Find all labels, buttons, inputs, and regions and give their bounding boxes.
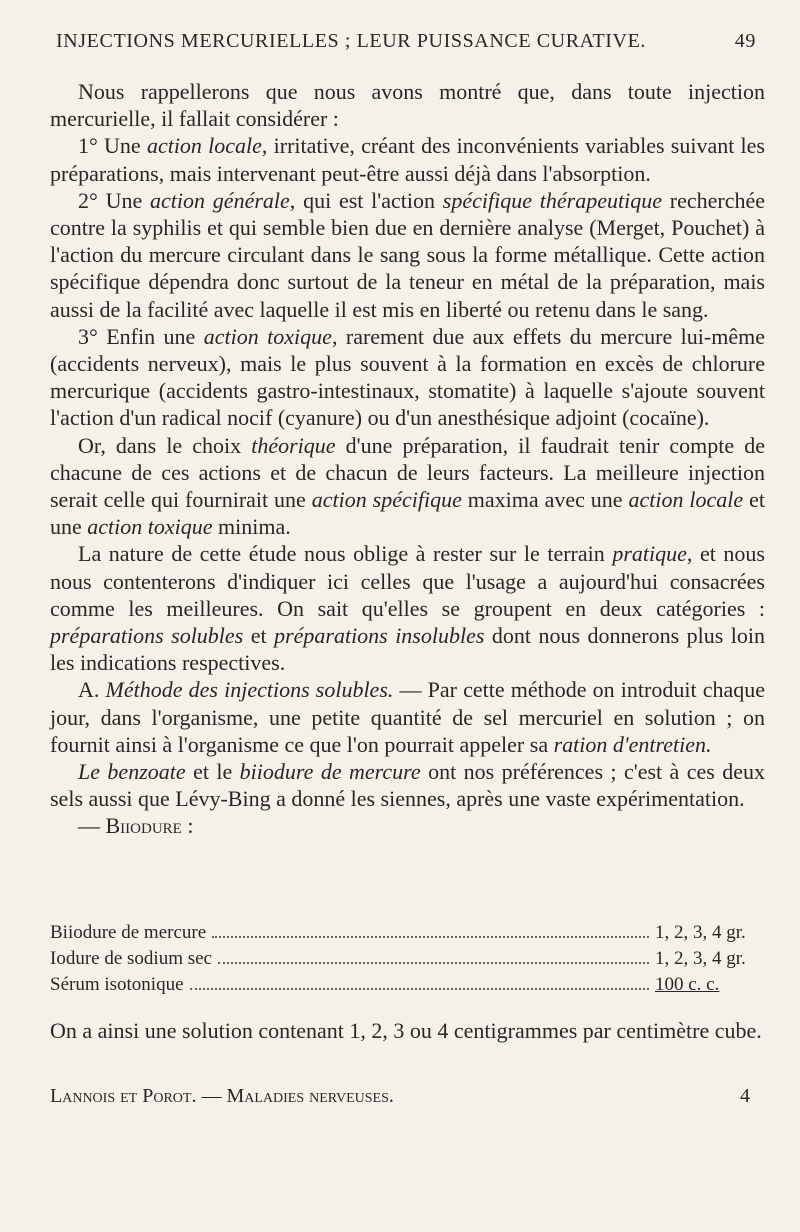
prescription-table — [50, 920, 765, 998]
ingredient-quantity: 1, 2, 3, 4 gr. — [655, 948, 746, 969]
prescription-row — [50, 972, 765, 998]
leader-dots — [190, 988, 649, 990]
ingredient-name: Biiodure de mercure — [50, 922, 207, 943]
paragraph: 3° Enfin une action toxique, rarement due aux effets du mercure lui-même (accidents nerveux), mais le plus souvent à la formation en excès de chlorure mercurique (accidents gastro-intestinaux, stomatite) à laquelle s'ajoute souvent l'action d'un radical nocif (cyanure) ou d'un anesthésique adjoint (cocaïne). — [50, 323, 765, 431]
formula-heading: — Biiodure : — [78, 813, 194, 839]
footer-authors: Lannois et Porot. — Maladies nerveuses. — [50, 1085, 394, 1107]
paragraph: 1° Une action locale, irritative, créant des inconvénients variables suivant les préparations, mais intervenant peut-être aussi déjà dans l'absorption. — [50, 133, 765, 186]
paragraph: La nature de cette étude nous oblige à rester sur le terrain pratique, et nous nous contenterons d'indiquer ici celles que l'usage a aujourd'hui consacrées comme les meilleures. On sait qu'elles se groupent en deux catégories : préparations solubles et préparations insolubles dont nous donnerons plus loin les indications respectives. — [50, 541, 765, 676]
body-text — [50, 78, 765, 840]
leader-dots — [212, 936, 649, 938]
ingredient-quantity: 100 c. c. — [655, 974, 720, 995]
prescription-row — [50, 946, 765, 972]
ingredient-name: Iodure de sodium sec — [50, 948, 212, 969]
running-header — [56, 30, 756, 53]
paragraph: Le benzoate et le biiodure de mercure ont nos préférences ; c'est à ces deux sels aussi que Lévy-Bing a donné les siennes, après une vaste expérimentation. — [50, 759, 766, 812]
page-number: 49 — [734, 30, 756, 52]
ingredient-quantity: 1, 2, 3, 4 gr. — [655, 922, 746, 943]
signature-mark: 4 — [740, 1085, 750, 1107]
paragraph: Nous rappellerons que nous avons montré que, dans toute injection mercurielle, il fallait considérer : — [50, 79, 765, 132]
paragraph: A. Méthode des injections solubles. — Par cette méthode on introduit chaque jour, dans l'organisme, une petite quantité de sel mercuriel en solution ; on fournit ainsi à l'organisme ce que l'on pourrait appeler sa ration d'entretien. — [50, 677, 766, 757]
closing-sentence: On a ainsi une solution contenant 1, 2, 3 ou 4 centigrammes par centimètre cube. — [50, 1018, 762, 1043]
paragraph: 2° Une action générale, qui est l'action spécifique thérapeutique recherchée contre la syphilis et qui semble bien due en dernière analyse (Merget, Pouchet) à l'action du mercure circulant dans le sang sous la forme métallique. Cette action spécifique dépendra donc surtout de la teneur en métal de la préparation, mais aussi de la facilité avec laquelle il est mis en liberté ou retenu dans le sang. — [50, 187, 765, 322]
prescription-row — [50, 920, 765, 946]
paragraph: Or, dans le choix théorique d'une préparation, il faudrait tenir compte de chacune de ces actions et de chacun de leurs facteurs. La meilleure injection serait celle qui fournirait une action spécifique maxima avec une action locale et une action toxique minima. — [50, 432, 765, 540]
leader-dots — [218, 962, 649, 964]
running-title: INJECTIONS MERCURIELLES ; LEUR PUISSANCE CURATIVE. — [56, 30, 647, 52]
page-footer — [50, 1085, 750, 1108]
ingredient-name: Sérum isotonique — [50, 974, 184, 995]
